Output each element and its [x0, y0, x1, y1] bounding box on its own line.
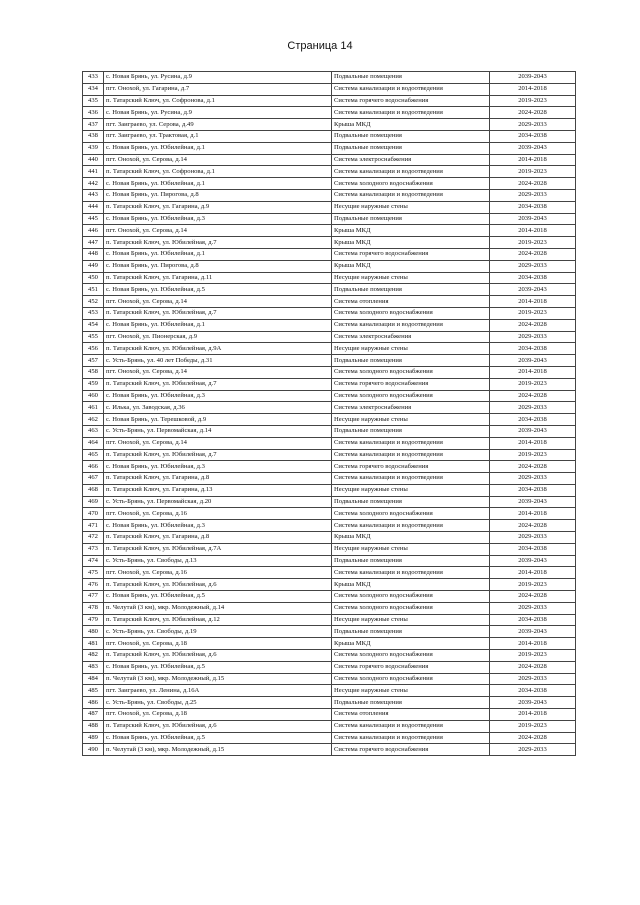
system-cell: Система канализации и водоотведения — [332, 189, 490, 201]
table-row — [83, 567, 576, 579]
address-cell: п. Татарский Ключ, ул. Гагарина, д.9 — [104, 201, 332, 213]
period-cell: 2029-2033 — [490, 189, 576, 201]
table-row — [83, 402, 576, 414]
row-number: 463 — [83, 425, 104, 437]
address-cell: с. Новая Брянь, ул. Юбилейная, д.1 — [104, 178, 332, 190]
period-cell: 2019-2023 — [490, 95, 576, 107]
period-cell: 2034-2038 — [490, 614, 576, 626]
row-number: 440 — [83, 154, 104, 166]
row-number: 443 — [83, 189, 104, 201]
row-number: 487 — [83, 709, 104, 721]
table-row — [83, 201, 576, 213]
table-row — [83, 225, 576, 237]
table-row — [83, 378, 576, 390]
period-cell: 2019-2023 — [490, 720, 576, 732]
period-cell: 2034-2038 — [490, 201, 576, 213]
address-cell: с. Новая Брянь, ул. Юбилейная, д.5 — [104, 591, 332, 603]
address-cell: пгт. Онохой, ул. Серова, д.14 — [104, 437, 332, 449]
row-number: 446 — [83, 225, 104, 237]
system-cell: Крыша МКД — [332, 119, 490, 131]
address-cell: с. Новая Брянь, ул. Юбилейная, д.3 — [104, 520, 332, 532]
row-number: 483 — [83, 661, 104, 673]
table-row — [83, 744, 576, 756]
period-cell: 2029-2033 — [490, 673, 576, 685]
table-row — [83, 449, 576, 461]
table-row — [83, 366, 576, 378]
period-cell: 2029-2033 — [490, 473, 576, 485]
address-cell: п. Татарский Ключ, ул. Юбилейная, д.6 — [104, 720, 332, 732]
row-number: 441 — [83, 166, 104, 178]
period-cell: 2039-2043 — [490, 425, 576, 437]
table-row — [83, 425, 576, 437]
period-cell: 2039-2043 — [490, 142, 576, 154]
system-cell: Подвальные помещения — [332, 213, 490, 225]
address-cell: п. Татарский Ключ, ул. Юбилейная, д.7А — [104, 543, 332, 555]
address-cell: п. Татарский Ключ, ул. Юбилейная, д.9А — [104, 343, 332, 355]
table-row — [83, 614, 576, 626]
address-cell: с. Новая Брянь, ул. Пирогова, д.8 — [104, 260, 332, 272]
period-cell: 2024-2028 — [490, 661, 576, 673]
table-row — [83, 484, 576, 496]
row-number: 480 — [83, 626, 104, 638]
table-row — [83, 437, 576, 449]
table-row — [83, 107, 576, 119]
row-number: 435 — [83, 95, 104, 107]
address-cell: п. Татарский Ключ, ул. Юбилейная, д.6 — [104, 579, 332, 591]
period-cell: 2039-2043 — [490, 697, 576, 709]
row-number: 436 — [83, 107, 104, 119]
address-cell: п. Татарский Ключ, ул. Юбилейная, д.7 — [104, 307, 332, 319]
system-cell: Система горячего водоснабжения — [332, 95, 490, 107]
address-cell: п. Татарский Ключ, ул. Гагарина, д.11 — [104, 272, 332, 284]
address-cell: п. Челутай (3 км), мкр. Молодежный, д.15 — [104, 744, 332, 756]
system-cell: Система канализации и водоотведения — [332, 449, 490, 461]
system-cell: Крыша МКД — [332, 225, 490, 237]
row-number: 477 — [83, 591, 104, 603]
address-cell: пгт. Онохой, ул. Серова, д.16 — [104, 508, 332, 520]
system-cell: Система канализации и водоотведения — [332, 437, 490, 449]
row-number: 474 — [83, 555, 104, 567]
address-cell: пгт. Онохой, ул. Серова, д.14 — [104, 225, 332, 237]
period-cell: 2014-2018 — [490, 366, 576, 378]
period-cell: 2039-2043 — [490, 72, 576, 84]
period-cell: 2029-2033 — [490, 331, 576, 343]
system-cell: Крыша МКД — [332, 260, 490, 272]
system-cell: Крыша МКД — [332, 532, 490, 544]
system-cell: Система канализации и водоотведения — [332, 107, 490, 119]
address-cell: п. Татарский Ключ, ул. Юбилейная, д.12 — [104, 614, 332, 626]
row-number: 482 — [83, 650, 104, 662]
row-number: 439 — [83, 142, 104, 154]
row-number: 454 — [83, 319, 104, 331]
period-cell: 2014-2018 — [490, 437, 576, 449]
address-cell: пгт. Заиграево, ул. Ленина, д.16А — [104, 685, 332, 697]
row-number: 437 — [83, 119, 104, 131]
system-cell: Несущие наружные стены — [332, 272, 490, 284]
table-row — [83, 83, 576, 95]
system-cell: Система холодного водоснабжения — [332, 390, 490, 402]
address-cell: п. Татарский Ключ, ул. Гагарина, д.8 — [104, 532, 332, 544]
period-cell: 2029-2033 — [490, 402, 576, 414]
period-cell: 2034-2038 — [490, 130, 576, 142]
system-cell: Подвальные помещения — [332, 697, 490, 709]
address-cell: пгт. Заиграево, ул. Серова, д.49 — [104, 119, 332, 131]
address-cell: с. Новая Брянь, ул. Юбилейная, д.3 — [104, 213, 332, 225]
period-cell: 2039-2043 — [490, 555, 576, 567]
period-cell: 2039-2043 — [490, 626, 576, 638]
row-number: 472 — [83, 532, 104, 544]
table-row — [83, 685, 576, 697]
row-number: 438 — [83, 130, 104, 142]
table-body — [83, 72, 576, 756]
period-cell: 2034-2038 — [490, 543, 576, 555]
system-cell: Система холодного водоснабжения — [332, 591, 490, 603]
table-row — [83, 272, 576, 284]
table-row — [83, 343, 576, 355]
address-cell: с. Новая Брянь, ул. Пирогова, д.8 — [104, 189, 332, 201]
period-cell: 2014-2018 — [490, 83, 576, 95]
row-number: 459 — [83, 378, 104, 390]
system-cell: Система холодного водоснабжения — [332, 307, 490, 319]
address-cell: с. Усть-Брянь, ул. Свободы, д.25 — [104, 697, 332, 709]
repair-schedule-table — [82, 71, 576, 756]
system-cell: Система канализации и водоотведения — [332, 567, 490, 579]
table-row — [83, 95, 576, 107]
address-cell: п. Татарский Ключ, ул. Юбилейная, д.7 — [104, 449, 332, 461]
table-row — [83, 591, 576, 603]
row-number: 464 — [83, 437, 104, 449]
address-cell: п. Татарский Ключ, ул. Гагарина, д.8 — [104, 473, 332, 485]
row-number: 471 — [83, 520, 104, 532]
address-cell: с. Новая Брянь, ул. Терешковой, д.9 — [104, 414, 332, 426]
system-cell: Несущие наружные стены — [332, 685, 490, 697]
period-cell: 2024-2028 — [490, 107, 576, 119]
row-number: 470 — [83, 508, 104, 520]
address-cell: пгт. Онохой, ул. Пионерская, д.9 — [104, 331, 332, 343]
address-cell: с. Новая Брянь, ул. Юбилейная, д.1 — [104, 248, 332, 260]
address-cell: с. Новая Брянь, ул. Юбилейная, д.3 — [104, 461, 332, 473]
row-number: 468 — [83, 484, 104, 496]
row-number: 473 — [83, 543, 104, 555]
period-cell: 2039-2043 — [490, 496, 576, 508]
period-cell: 2034-2038 — [490, 414, 576, 426]
system-cell: Система электроснабжения — [332, 154, 490, 166]
address-cell: с. Усть-Брянь, ул. Первомайская, д.20 — [104, 496, 332, 508]
system-cell: Система горячего водоснабжения — [332, 461, 490, 473]
table-row — [83, 166, 576, 178]
address-cell: с. Усть-Брянь, ул. 40 лет Победы, д.31 — [104, 355, 332, 367]
system-cell: Система электроснабжения — [332, 402, 490, 414]
address-cell: с. Новая Брянь, ул. Юбилейная, д.5 — [104, 284, 332, 296]
system-cell: Подвальные помещения — [332, 72, 490, 84]
address-cell: с. Новая Брянь, ул. Русина, д.9 — [104, 107, 332, 119]
table-row — [83, 461, 576, 473]
row-number: 434 — [83, 83, 104, 95]
period-cell: 2019-2023 — [490, 378, 576, 390]
period-cell: 2024-2028 — [490, 520, 576, 532]
address-cell: с. Усть-Брянь, ул. Свободы, д.19 — [104, 626, 332, 638]
system-cell: Несущие наружные стены — [332, 201, 490, 213]
period-cell: 2029-2033 — [490, 260, 576, 272]
table-row — [83, 673, 576, 685]
table-row — [83, 154, 576, 166]
period-cell: 2014-2018 — [490, 296, 576, 308]
period-cell: 2029-2033 — [490, 532, 576, 544]
period-cell: 2014-2018 — [490, 709, 576, 721]
table-row — [83, 213, 576, 225]
system-cell: Система канализации и водоотведения — [332, 732, 490, 744]
row-number: 476 — [83, 579, 104, 591]
row-number: 456 — [83, 343, 104, 355]
page-header: Страница 14 — [287, 40, 353, 52]
table-row — [83, 697, 576, 709]
address-cell: пгт. Онохой, ул. Серова, д.14 — [104, 296, 332, 308]
table-row — [83, 555, 576, 567]
table-row — [83, 520, 576, 532]
row-number: 467 — [83, 473, 104, 485]
address-cell: с. Новая Брянь, ул. Юбилейная, д.1 — [104, 319, 332, 331]
row-number: 478 — [83, 602, 104, 614]
period-cell: 2034-2038 — [490, 685, 576, 697]
period-cell: 2024-2028 — [490, 248, 576, 260]
table-row — [83, 248, 576, 260]
table-row — [83, 579, 576, 591]
system-cell: Подвальные помещения — [332, 142, 490, 154]
system-cell: Система холодного водоснабжения — [332, 673, 490, 685]
address-cell: с. Новая Брянь, ул. Юбилейная, д.1 — [104, 142, 332, 154]
row-number: 451 — [83, 284, 104, 296]
system-cell: Система канализации и водоотведения — [332, 166, 490, 178]
row-number: 469 — [83, 496, 104, 508]
system-cell: Подвальные помещения — [332, 425, 490, 437]
table-row — [83, 543, 576, 555]
period-cell: 2024-2028 — [490, 178, 576, 190]
row-number: 485 — [83, 685, 104, 697]
address-cell: пгт. Онохой, ул. Серова, д.14 — [104, 366, 332, 378]
row-number: 465 — [83, 449, 104, 461]
system-cell: Система канализации и водоотведения — [332, 83, 490, 95]
system-cell: Подвальные помещения — [332, 555, 490, 567]
row-number: 461 — [83, 402, 104, 414]
address-cell: пгт. Онохой, ул. Гагарина, д.7 — [104, 83, 332, 95]
period-cell: 2019-2023 — [490, 449, 576, 461]
address-cell: пгт. Заиграево, ул. Трактовая, д.1 — [104, 130, 332, 142]
period-cell: 2019-2023 — [490, 579, 576, 591]
row-number: 444 — [83, 201, 104, 213]
row-number: 489 — [83, 732, 104, 744]
period-cell: 2034-2038 — [490, 272, 576, 284]
system-cell: Система холодного водоснабжения — [332, 650, 490, 662]
period-cell: 2029-2033 — [490, 602, 576, 614]
table-row — [83, 720, 576, 732]
address-cell: пгт. Онохой, ул. Серова, д.14 — [104, 154, 332, 166]
system-cell: Система канализации и водоотведения — [332, 720, 490, 732]
period-cell: 2034-2038 — [490, 484, 576, 496]
table-row — [83, 331, 576, 343]
system-cell: Система горячего водоснабжения — [332, 744, 490, 756]
row-number: 484 — [83, 673, 104, 685]
table-row — [83, 307, 576, 319]
system-cell: Несущие наружные стены — [332, 543, 490, 555]
address-cell: с. Усть-Брянь, ул. Первомайская, д.14 — [104, 425, 332, 437]
period-cell: 2019-2023 — [490, 307, 576, 319]
table-row — [83, 496, 576, 508]
system-cell: Подвальные помещения — [332, 496, 490, 508]
row-number: 486 — [83, 697, 104, 709]
period-cell: 2034-2038 — [490, 343, 576, 355]
row-number: 458 — [83, 366, 104, 378]
row-number: 442 — [83, 178, 104, 190]
table-row — [83, 178, 576, 190]
table-row — [83, 296, 576, 308]
row-number: 481 — [83, 638, 104, 650]
period-cell: 2024-2028 — [490, 591, 576, 603]
table-row — [83, 319, 576, 331]
system-cell: Крыша МКД — [332, 638, 490, 650]
period-cell: 2024-2028 — [490, 319, 576, 331]
table-row — [83, 532, 576, 544]
system-cell: Система холодного водоснабжения — [332, 508, 490, 520]
row-number: 466 — [83, 461, 104, 473]
period-cell: 2019-2023 — [490, 237, 576, 249]
system-cell: Система канализации и водоотведения — [332, 520, 490, 532]
table-row — [83, 390, 576, 402]
system-cell: Система отопления — [332, 709, 490, 721]
address-cell: пгт. Онохой, ул. Серова, д.18 — [104, 638, 332, 650]
row-number: 490 — [83, 744, 104, 756]
table-row — [83, 414, 576, 426]
period-cell: 2029-2033 — [490, 744, 576, 756]
system-cell: Несущие наружные стены — [332, 414, 490, 426]
address-cell: с. Усть-Брянь, ул. Свободы, д.13 — [104, 555, 332, 567]
system-cell: Несущие наружные стены — [332, 484, 490, 496]
row-number: 452 — [83, 296, 104, 308]
row-number: 460 — [83, 390, 104, 402]
row-number: 433 — [83, 72, 104, 84]
address-cell: пгт. Онохой, ул. Серова, д.16 — [104, 567, 332, 579]
system-cell: Система отопления — [332, 296, 490, 308]
table-row — [83, 72, 576, 84]
period-cell: 2029-2033 — [490, 119, 576, 131]
address-cell: с. Новая Брянь, ул. Юбилейная, д.3 — [104, 390, 332, 402]
system-cell: Система горячего водоснабжения — [332, 248, 490, 260]
system-cell: Система канализации и водоотведения — [332, 319, 490, 331]
row-number: 479 — [83, 614, 104, 626]
row-number: 455 — [83, 331, 104, 343]
row-number: 488 — [83, 720, 104, 732]
system-cell: Подвальные помещения — [332, 284, 490, 296]
system-cell: Система горячего водоснабжения — [332, 661, 490, 673]
system-cell: Крыша МКД — [332, 579, 490, 591]
address-cell: п. Татарский Ключ, ул. Юбилейная, д.6 — [104, 650, 332, 662]
row-number: 450 — [83, 272, 104, 284]
address-cell: п. Татарский Ключ, ул. Софронова, д.1 — [104, 95, 332, 107]
period-cell: 2014-2018 — [490, 638, 576, 650]
table-row — [83, 355, 576, 367]
system-cell: Несущие наружные стены — [332, 343, 490, 355]
system-cell: Система канализации и водоотведения — [332, 473, 490, 485]
row-number: 457 — [83, 355, 104, 367]
system-cell: Подвальные помещения — [332, 355, 490, 367]
table-row — [83, 237, 576, 249]
period-cell: 2014-2018 — [490, 225, 576, 237]
table-row — [83, 508, 576, 520]
table-row — [83, 638, 576, 650]
table-row — [83, 473, 576, 485]
period-cell: 2014-2018 — [490, 508, 576, 520]
table-row — [83, 709, 576, 721]
period-cell: 2024-2028 — [490, 390, 576, 402]
system-cell: Система холодного водоснабжения — [332, 178, 490, 190]
system-cell: Система холодного водоснабжения — [332, 366, 490, 378]
row-number: 447 — [83, 237, 104, 249]
period-cell: 2024-2028 — [490, 732, 576, 744]
table-row — [83, 189, 576, 201]
period-cell: 2039-2043 — [490, 284, 576, 296]
table-row — [83, 142, 576, 154]
period-cell: 2019-2023 — [490, 650, 576, 662]
address-cell: пгт. Онохой, ул. Серова, д.18 — [104, 709, 332, 721]
period-cell: 2039-2043 — [490, 213, 576, 225]
address-cell: с. Новая Брянь, ул. Юбилейная, д.5 — [104, 732, 332, 744]
period-cell: 2024-2028 — [490, 461, 576, 473]
table-row — [83, 130, 576, 142]
table-row — [83, 650, 576, 662]
system-cell: Система холодного водоснабжения — [332, 602, 490, 614]
address-cell: с. Илька, ул. Заводская, д.36 — [104, 402, 332, 414]
table-row — [83, 119, 576, 131]
period-cell: 2014-2018 — [490, 567, 576, 579]
system-cell: Несущие наружные стены — [332, 614, 490, 626]
table-row — [83, 602, 576, 614]
system-cell: Подвальные помещения — [332, 626, 490, 638]
table-row — [83, 626, 576, 638]
table-row — [83, 260, 576, 272]
row-number: 449 — [83, 260, 104, 272]
address-cell: п. Татарский Ключ, ул. Юбилейная, д.7 — [104, 237, 332, 249]
address-cell: с. Новая Брянь, ул. Юбилейная, д.5 — [104, 661, 332, 673]
system-cell: Система электроснабжения — [332, 331, 490, 343]
row-number: 475 — [83, 567, 104, 579]
row-number: 453 — [83, 307, 104, 319]
address-cell: п. Татарский Ключ, ул. Софронова, д.1 — [104, 166, 332, 178]
row-number: 462 — [83, 414, 104, 426]
address-cell: с. Новая Брянь, ул. Русина, д.9 — [104, 72, 332, 84]
address-cell: п. Челутай (3 км), мкр. Молодежный, д.14 — [104, 602, 332, 614]
system-cell: Подвальные помещения — [332, 130, 490, 142]
table-row — [83, 732, 576, 744]
period-cell: 2014-2018 — [490, 154, 576, 166]
address-cell: п. Челутай (3 км), мкр. Молодежный, д.15 — [104, 673, 332, 685]
address-cell: п. Татарский Ключ, ул. Гагарина, д.13 — [104, 484, 332, 496]
period-cell: 2019-2023 — [490, 166, 576, 178]
system-cell: Система горячего водоснабжения — [332, 378, 490, 390]
row-number: 445 — [83, 213, 104, 225]
row-number: 448 — [83, 248, 104, 260]
period-cell: 2039-2043 — [490, 355, 576, 367]
table-row — [83, 284, 576, 296]
address-cell: п. Татарский Ключ, ул. Юбилейная, д.7 — [104, 378, 332, 390]
table-row — [83, 661, 576, 673]
system-cell: Крыша МКД — [332, 237, 490, 249]
